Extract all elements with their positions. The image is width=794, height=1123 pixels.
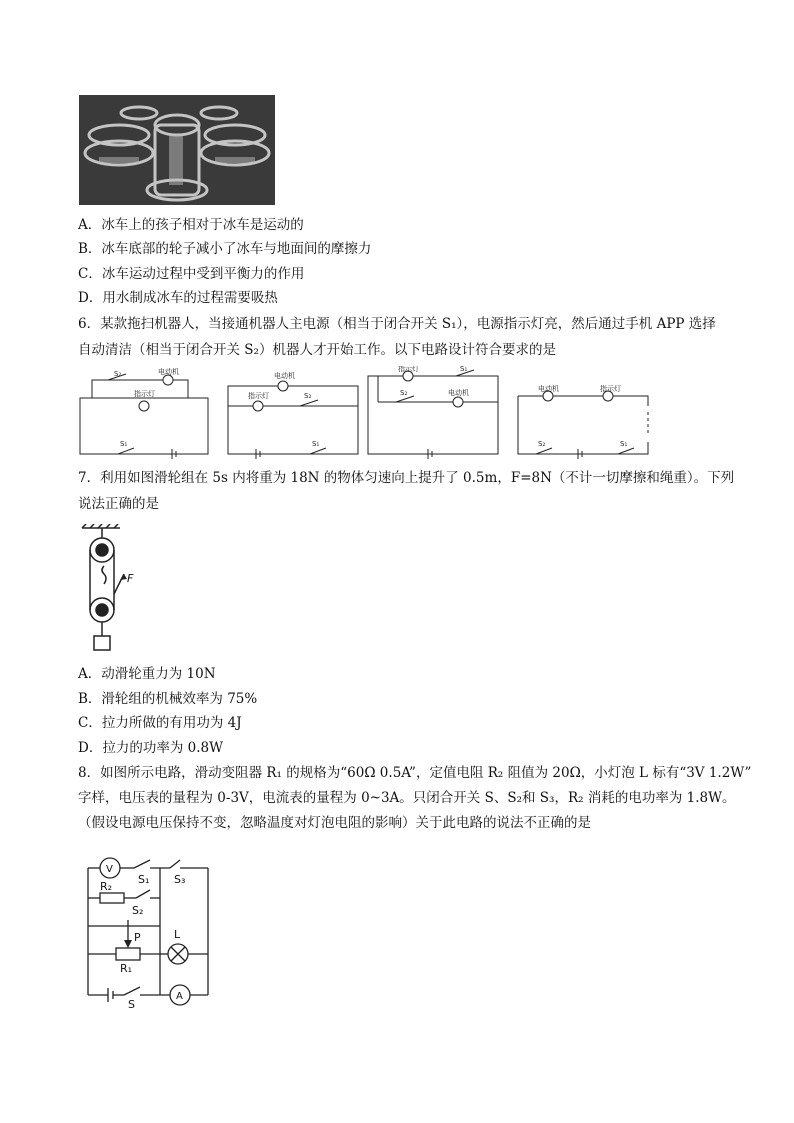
switch-s3-label: S₃ (174, 873, 186, 886)
q8-stem-line2: 字样，电压表的量程为 0-3V，电流表的量程为 0~3A。只闭合开关 S、S₂和 S₃，R₂ 消耗的电功率为 1.8W。 (78, 790, 736, 806)
circuit-b-s1-label: S₁ (312, 440, 320, 448)
q7-option-d: D．拉力的功率为 0.8W (78, 740, 223, 756)
pulley-system-figure (80, 524, 150, 656)
q8-stem-line3: （假设电源电压保持不变，忽略温度对灯泡电阻的影响）关于此电路的说法不正确的是 (78, 815, 591, 831)
q5-option-a: A．冰车上的孩子相对于冰车是运动的 (78, 217, 304, 233)
circuit-option-c (368, 370, 498, 459)
switch-s-label: S (128, 998, 135, 1010)
switch-s1-label: S₁ (138, 873, 150, 886)
ammeter-label: A (176, 991, 183, 1002)
circuit-a-s1-label: S₁ (120, 440, 128, 448)
q8-stem-line1: 8．如图所示电路，滑动变阻器 R₁ 的规格为“60Ω 0.5A”，定值电阻 R₂ 阻值为 20Ω，小灯泡 L 标有“3V 1.2W” (78, 765, 752, 781)
q6-circuit-options (78, 366, 738, 462)
rheostat-r1-label: R₁ (120, 962, 133, 975)
q6-stem-line1: 6．某款拖扫机器人，当接通机器人主电源（相当于闭合开关 S₁），电源指示灯亮，然后通过手机 APP 选择 (78, 316, 716, 332)
circuit-d-motor-label: 电动机 (538, 385, 559, 393)
force-label: F (127, 572, 134, 585)
q7-option-a: A．动滑轮重力为 10N (78, 666, 216, 682)
circuit-a-motor-label: 电动机 (158, 368, 179, 376)
circuit-b-motor-label: 电动机 (274, 372, 295, 380)
circuit-a-lamp-label: 指示灯 (134, 390, 155, 398)
circuit-option-d (518, 391, 648, 459)
circuit-c-lamp-label: 指示灯 (398, 366, 419, 373)
circuit-c-s1-label: S₁ (460, 366, 468, 373)
circuit-d-s1-label: S₁ (620, 440, 628, 448)
q7-option-c: C．拉力所做的有用功为 4J (78, 715, 242, 731)
resistor-r2-label: R₂ (100, 880, 113, 893)
q7-option-b: B．滑轮组的机械效率为 75% (78, 691, 258, 707)
q8-circuit-figure (80, 850, 215, 1010)
circuit-b-lamp-label: 指示灯 (248, 392, 269, 400)
q5-option-d: D．用水制成冰车的过程需要吸热 (78, 290, 278, 306)
q7-stem-line1: 7．利用如图滑轮组在 5s 内将重为 18N 的物体匀速向上提升了 0.5m，F=8N（不计一切摩擦和绳重）。下列 (78, 470, 735, 486)
q5-option-c: C．冰车运动过程中受到平衡力的作用 (78, 266, 305, 282)
slider-p-label: P (134, 931, 141, 944)
q7-stem-line2: 说法正确的是 (78, 496, 159, 512)
circuit-d-s2-label: S₂ (538, 440, 546, 448)
circuit-a-s2-label: S₂ (114, 370, 122, 378)
circuit-option-a (80, 374, 208, 459)
switch-s2-label: S₂ (132, 904, 144, 917)
circuit-b-s2-label: S₂ (304, 392, 312, 400)
circuit-d-lamp-label: 指示灯 (600, 385, 621, 393)
ice-car-photo (79, 95, 275, 205)
circuit-c-s2-label: S₂ (400, 389, 408, 397)
q6-stem-line2: 自动清洁（相当于闭合开关 S₂）机器人才开始工作。以下电路设计符合要求的是 (78, 342, 556, 358)
lamp-l-label: L (174, 928, 181, 941)
voltmeter-label: V (106, 864, 113, 875)
q5-option-b: B．冰车底部的轮子减小了冰车与地面间的摩擦力 (78, 241, 372, 257)
circuit-c-motor-label: 电动机 (448, 389, 469, 397)
